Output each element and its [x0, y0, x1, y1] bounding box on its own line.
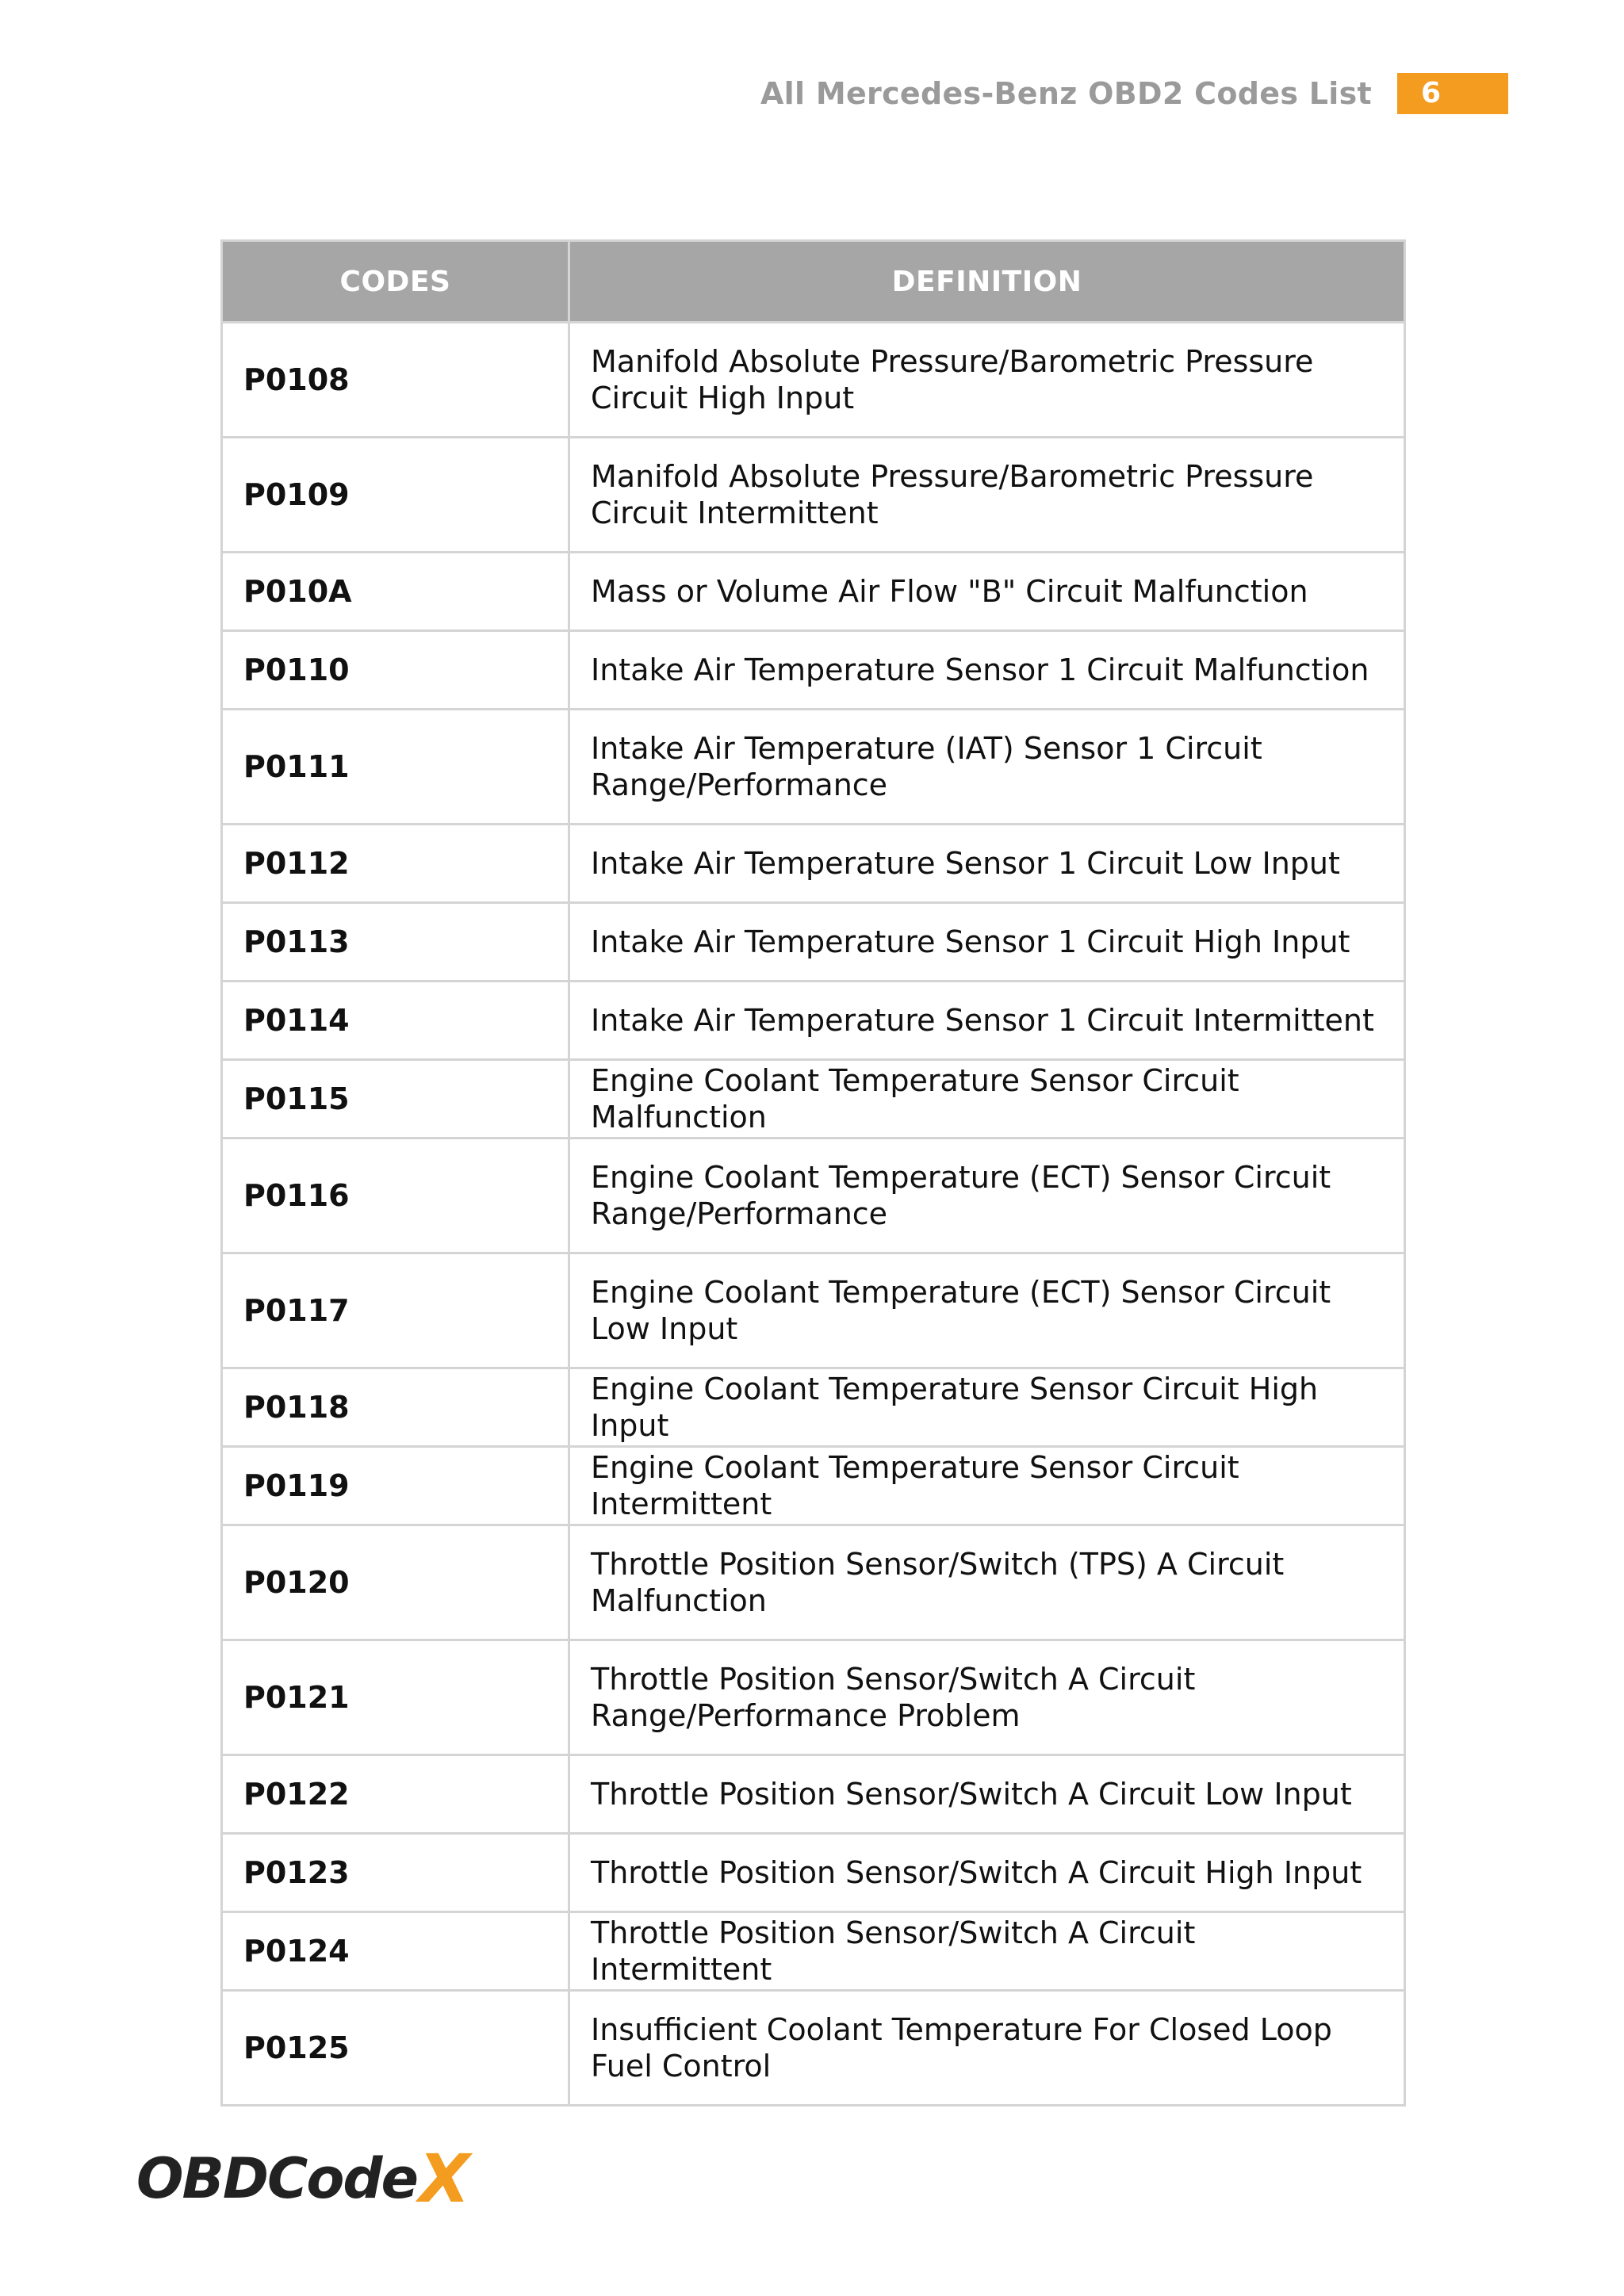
code-cell: P0123: [222, 1834, 569, 1912]
column-header-definition: DEFINITION: [569, 241, 1405, 323]
code-cell: P0109: [222, 438, 569, 553]
table-row: [222, 553, 1405, 631]
table-row: [222, 1060, 1405, 1138]
definition-cell: Throttle Position Sensor/Switch (TPS) A Circuit Malfunction: [569, 1525, 1405, 1640]
column-header-codes: CODES: [222, 241, 569, 323]
logo-wordmark: OBDCode: [136, 2146, 418, 2211]
table-row: [222, 1525, 1405, 1640]
logo-x-mark: X: [419, 2140, 469, 2218]
code-cell: P0118: [222, 1368, 569, 1447]
code-cell: P0111: [222, 710, 569, 825]
document-title: All Mercedes-Benz OBD2 Codes List: [760, 76, 1372, 111]
code-cell: P0116: [222, 1138, 569, 1253]
obdcodex-logo: [136, 2140, 469, 2218]
definition-cell: Intake Air Temperature Sensor 1 Circuit High Input: [569, 903, 1405, 982]
table-row: [222, 710, 1405, 825]
definition-cell: Mass or Volume Air Flow "B" Circuit Malfunction: [569, 553, 1405, 631]
code-cell: P0121: [222, 1640, 569, 1755]
code-cell: P0114: [222, 982, 569, 1060]
codes-table: [220, 239, 1406, 2107]
table-row: [222, 323, 1405, 438]
table-row: [222, 438, 1405, 553]
code-cell: P0115: [222, 1060, 569, 1138]
definition-cell: Engine Coolant Temperature (ECT) Sensor Circuit Low Input: [569, 1253, 1405, 1368]
code-cell: P0119: [222, 1447, 569, 1525]
table-row: [222, 1138, 1405, 1253]
code-cell: P0108: [222, 323, 569, 438]
definition-cell: Insufficient Coolant Temperature For Closed Loop Fuel Control: [569, 1991, 1405, 2106]
definition-cell: Engine Coolant Temperature Sensor Circuit High Input: [569, 1368, 1405, 1447]
table-row: [222, 903, 1405, 982]
page-header: [760, 73, 1508, 114]
definition-cell: Manifold Absolute Pressure/Barometric Pressure Circuit Intermittent: [569, 438, 1405, 553]
code-cell: P0124: [222, 1912, 569, 1991]
definition-cell: Intake Air Temperature Sensor 1 Circuit Low Input: [569, 825, 1405, 903]
table-row: [222, 1640, 1405, 1755]
table-row: [222, 1834, 1405, 1912]
table-row: [222, 1991, 1405, 2106]
table-row: [222, 1755, 1405, 1834]
code-cell: P0120: [222, 1525, 569, 1640]
definition-cell: Intake Air Temperature Sensor 1 Circuit Intermittent: [569, 982, 1405, 1060]
code-cell: P0112: [222, 825, 569, 903]
table-header-row: [222, 241, 1405, 323]
code-cell: P0113: [222, 903, 569, 982]
code-cell: P0125: [222, 1991, 569, 2106]
definition-cell: Engine Coolant Temperature (ECT) Sensor Circuit Range/Performance: [569, 1138, 1405, 1253]
table-row: [222, 1912, 1405, 1991]
definition-cell: Manifold Absolute Pressure/Barometric Pressure Circuit High Input: [569, 323, 1405, 438]
code-cell: P0110: [222, 631, 569, 710]
codes-table-container: [220, 239, 1404, 2107]
table-row: [222, 1368, 1405, 1447]
table-row: [222, 631, 1405, 710]
definition-cell: Intake Air Temperature (IAT) Sensor 1 Circuit Range/Performance: [569, 710, 1405, 825]
table-row: [222, 982, 1405, 1060]
table-row: [222, 825, 1405, 903]
page-number-badge: 6: [1397, 73, 1508, 114]
definition-cell: Throttle Position Sensor/Switch A Circuit Low Input: [569, 1755, 1405, 1834]
code-cell: P0122: [222, 1755, 569, 1834]
code-cell: P0117: [222, 1253, 569, 1368]
table-row: [222, 1253, 1405, 1368]
definition-cell: Engine Coolant Temperature Sensor Circuit Intermittent: [569, 1447, 1405, 1525]
table-row: [222, 1447, 1405, 1525]
definition-cell: Throttle Position Sensor/Switch A Circuit High Input: [569, 1834, 1405, 1912]
code-cell: P010A: [222, 553, 569, 631]
definition-cell: Throttle Position Sensor/Switch A Circuit Intermittent: [569, 1912, 1405, 1991]
definition-cell: Throttle Position Sensor/Switch A Circuit Range/Performance Problem: [569, 1640, 1405, 1755]
definition-cell: Engine Coolant Temperature Sensor Circuit Malfunction: [569, 1060, 1405, 1138]
definition-cell: Intake Air Temperature Sensor 1 Circuit Malfunction: [569, 631, 1405, 710]
